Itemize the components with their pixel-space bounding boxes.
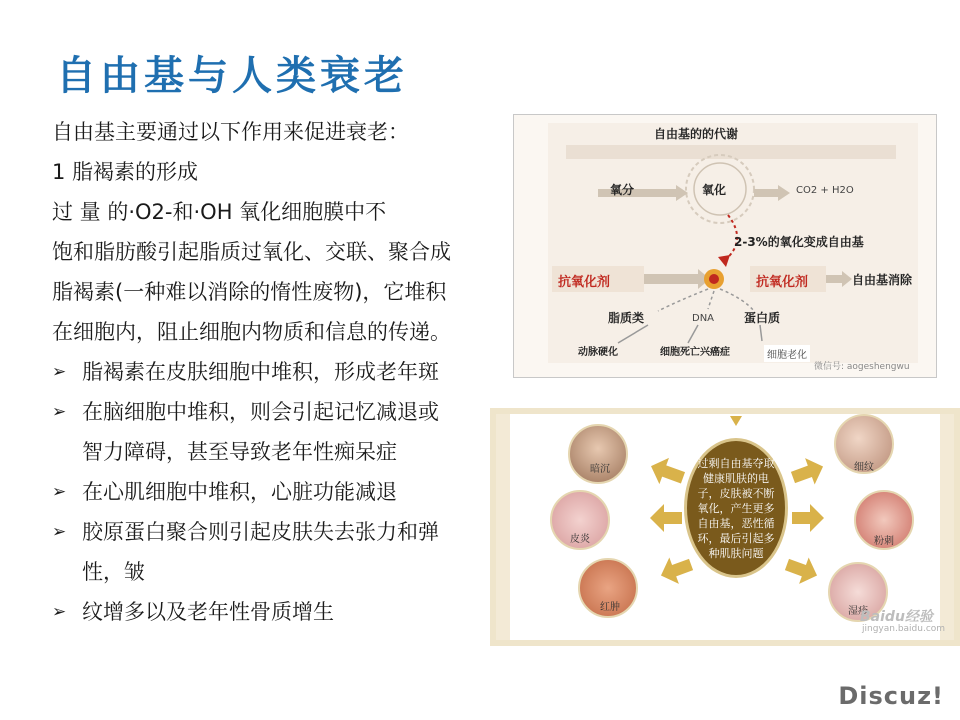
paragraph-line: 脂褐素(一种难以消除的惰性废物)，它堆积 — [52, 280, 447, 304]
baidu-watermark-url: jingyan.baidu.com — [862, 624, 946, 634]
cell-death-label: 细胞死亡兴癌症 — [660, 347, 730, 358]
paragraph-line: 饱和脂肪酸引起脂质过氧化、交联、聚合成 — [52, 240, 451, 264]
lipid-label: 脂质类 — [608, 311, 645, 325]
bullet-item — [52, 592, 512, 632]
bullet-item — [52, 512, 512, 592]
slide-title: 自由基与人类衰老 — [56, 52, 408, 99]
body-text — [52, 112, 512, 632]
protein-label: 蛋白质 — [744, 311, 781, 325]
wrinkles-label: 细纹 — [854, 462, 874, 473]
bullet-item — [52, 352, 512, 392]
paragraph-line: 过 量 的·O2-和·OH 氧化细胞膜中不 — [52, 200, 387, 224]
bullet-continuation: 性，皱 — [82, 560, 145, 584]
bullet-arrow-icon: ➢ — [52, 362, 67, 382]
wechat-watermark: 微信号: aogeshengwu — [814, 362, 910, 372]
bullet-arrow-icon: ➢ — [52, 402, 67, 422]
antioxidant-left-label: 抗氧化剂 — [558, 275, 611, 290]
inflammation-label: 皮炎 — [570, 534, 590, 545]
discuz-logo: Discuz! — [838, 682, 944, 710]
free-radical-metabolism-figure — [513, 114, 937, 378]
products-label: CO2 + H2O — [796, 185, 854, 196]
section-heading: 1 脂褐素的形成 — [52, 160, 199, 184]
skin-figure-panel — [510, 414, 946, 640]
figure-title: 自由基的的代谢 — [654, 127, 739, 141]
antioxidant-right-label: 抗氧化剂 — [756, 275, 809, 290]
bullet-item — [52, 472, 512, 512]
redness-label: 红肿 — [600, 602, 620, 613]
bullet-text: 在脑细胞中堆积，则会引起记忆减退或 — [82, 400, 439, 424]
bullet-arrow-icon: ➢ — [52, 522, 67, 542]
cell-aging-label: 细胞老化 — [764, 345, 810, 362]
rash-label: 湿疹 — [848, 606, 868, 617]
baidu-watermark: Baidu经验 — [860, 609, 933, 625]
intro-line: 自由基主要通过以下作用来促进衰老： — [52, 120, 409, 144]
center-explanation: 过剩自由基夺取健康肌肤的电子，皮肤被不断氧化，产生更多自由基，恶性循环，最后引起多种肌肤问题 — [684, 438, 788, 578]
figure-panel — [548, 123, 918, 363]
bullet-arrow-icon: ➢ — [52, 602, 67, 622]
bullet-text: 纹增多以及老年性骨质增生 — [82, 600, 334, 624]
eliminate-label: 自由基消除 — [852, 273, 913, 287]
bullet-arrow-icon: ➢ — [52, 482, 67, 502]
dull-skin-image — [568, 424, 628, 484]
dna-label: DNA — [692, 313, 715, 324]
bullet-text: 在心肌细胞中堆积，心脏功能减退 — [82, 480, 397, 504]
bullet-text: 胶原蛋白聚合则引起皮肤失去张力和弹 — [82, 520, 439, 544]
dull-label: 暗沉 — [590, 464, 610, 475]
oxygen-label: 氧分 — [610, 183, 635, 197]
acne-label: 粉刺 — [874, 536, 894, 547]
bullet-text: 脂褐素在皮肤细胞中堆积，形成老年斑 — [82, 360, 439, 384]
atherosclerosis-label: 动脉硬化 — [578, 347, 618, 358]
bullet-continuation: 智力障碍，甚至导致老年性痴呆症 — [82, 440, 397, 464]
radical-note: 2-3%的氧化变成自由基 — [734, 235, 864, 249]
skin-problems-figure — [490, 408, 960, 646]
bullet-item — [52, 392, 512, 472]
paragraph-line: 在细胞内，阻止细胞内物质和信息的传递。 — [52, 320, 451, 344]
oxidation-label: 氧化 — [702, 183, 727, 197]
